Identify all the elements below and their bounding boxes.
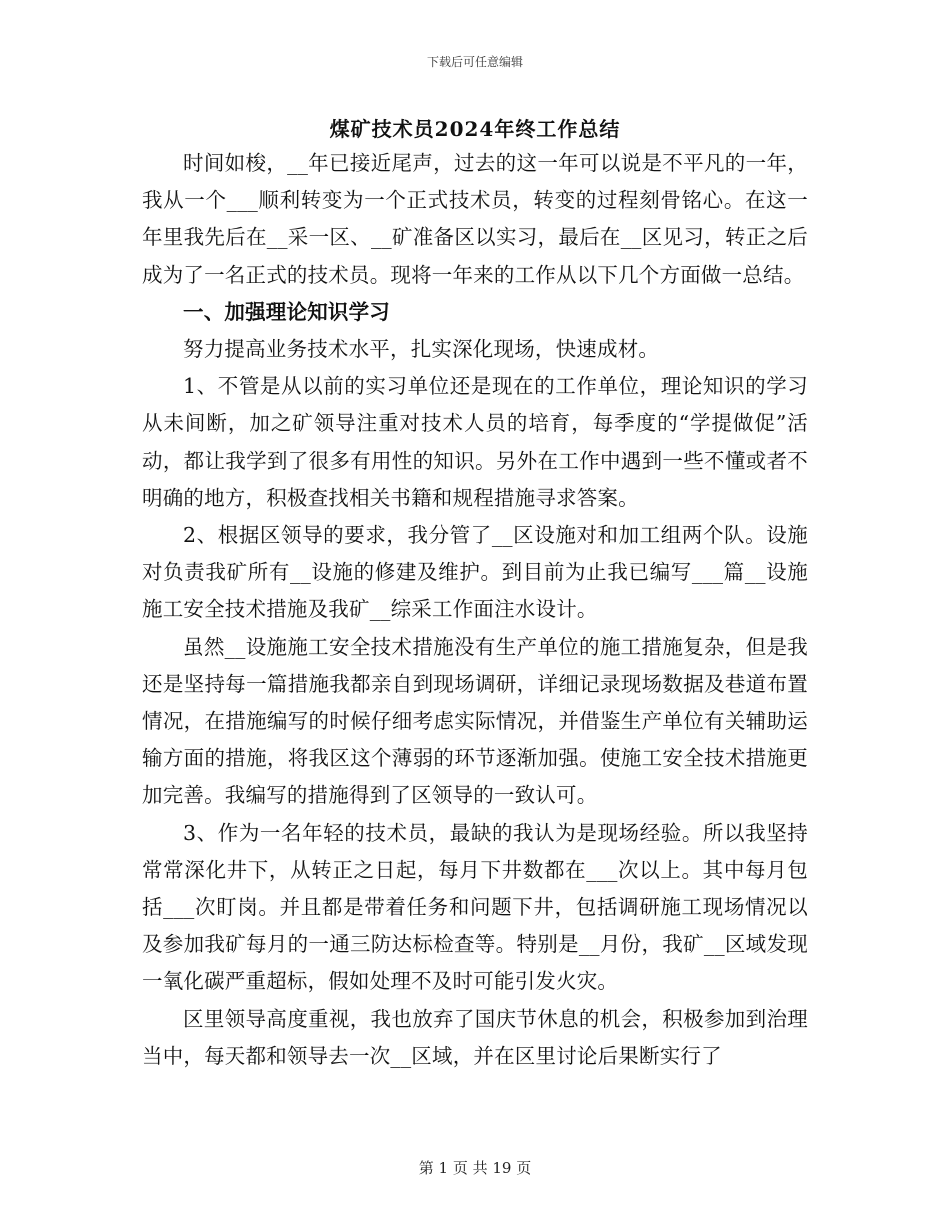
intro-paragraph: 时间如梭，__年已接近尾声，过去的这一年可以说是不平凡的一年，我从一个___顺利转变为一个正式技术员，转变的过程刻骨铭心。在这一年里我先后在__采一区、__矿准备区以实习，最后在__区见习，转正之后成为了一名正式的技术员。现将一年来的工作从以下几个方面做一总结。 <box>142 151 808 287</box>
body-paragraph: 区里领导高度重视，我也放弃了国庆节休息的机会，积极参加到治理当中，每天都和领导去一次__区域，并在区里讨论后果断实行了 <box>142 1006 808 1068</box>
page-header: 下载后可任意编辑 <box>426 55 523 69</box>
document-body <box>142 145 808 1075</box>
page-number-footer: 第 1 页 共 19 页 <box>418 1159 532 1177</box>
body-paragraph: 2、根据区领导的要求，我分管了__区设施对和加工组两个队。设施对负责我矿所有__设施的修建及维护。到目前为止我已编写___篇__设施施工安全技术措施及我矿__综采工作面注水设计。 <box>142 523 808 622</box>
body-paragraph: 3、作为一名年轻的技术员，最缺的我认为是现场经验。所以我坚持常常深化井下，从转正之日起，每月下井数都在___次以上。其中每月包括___次盯岗。并且都是带着任务和问题下井，包括调研施工现场情况以及参加我矿每月的一通三防达标检查等。特别是__月份，我矿__区域发现一氧化碳严重超标，假如处理不及时可能引发火灾。 <box>142 820 808 994</box>
section-heading: 一、加强理论知识学习 <box>183 299 390 324</box>
body-paragraph: 虽然__设施施工安全技术措施没有生产单位的施工措施复杂，但是我还是坚持每一篇措施我都亲自到现场调研，详细记录现场数据及巷道布置情况，在措施编写的时候仔细考虑实际情况，并借鉴生产单位有关辅助运输方面的措施，将我区这个薄弱的环节逐渐加强。使施工安全技术措施更加完善。我编写的措施得到了区领导的一致认可。 <box>142 634 808 808</box>
body-paragraph: 1、不管是从以前的实习单位还是现在的工作单位，理论知识的学习从未间断，加之矿领导注重对技术人员的培育，每季度的“学提做促”活动，都让我学到了很多有用性的知识。另外在工作中遇到一些不懂或者不明确的地方，积极查找相关书籍和规程措施寻求答案。 <box>142 374 808 510</box>
document-title: 煤矿技术员2024年终工作总结 <box>329 117 621 141</box>
body-paragraph: 努力提高业务技术水平，扎实深化现场，快速成材。 <box>183 337 660 362</box>
